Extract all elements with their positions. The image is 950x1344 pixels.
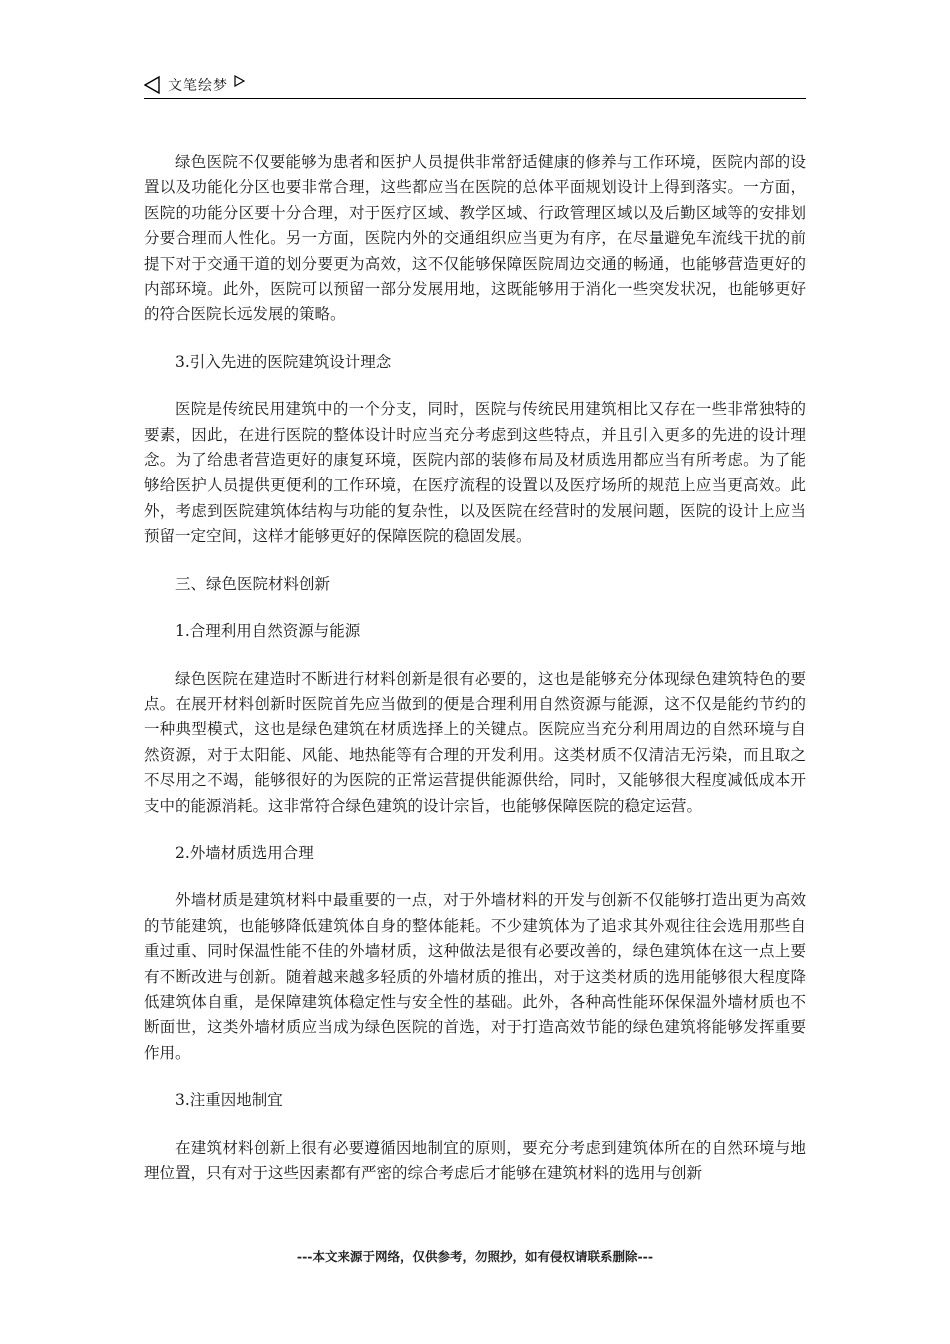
body-paragraph: 绿色医院不仅要能够为患者和医护人员提供非常舒适健康的修养与工作环境，医院内部的设置以及功能化分区也要非常合理，这些都应当在医院的总体平面规划设计上得到落实。一方面，医院的功能分区要十分合理，对于医疗区域、教学区域、行政管理区域以及后勤区域等的安排划分要合理而人性化。另一方面，医院内外的交通组织应当更为有序，在尽量避免车流线干扰的前提下对于交通干道的划分要更为高效，这不仅能够保障医院周边交通的畅通，也能够营造更好的内部环境。此外，医院可以预留一部分发展用地，这既能够用于消化一些突发状况，也能够更好的符合医院长远发展的策略。 (144, 153, 806, 324)
section-heading: 1.合理利用自然资源与能源 (175, 622, 361, 641)
section-heading: 3.引入先进的医院建筑设计理念 (175, 352, 392, 371)
body-paragraph: 在建筑材料创新上很有必要遵循因地制宜的原则，要充分考虑到建筑体所在的自然环境与地理位置，只有对于这些因素都有严密的综合考虑后才能够在建筑材料的选用与创新 (144, 1138, 806, 1182)
footer-disclaimer: ---本文来源于网络，仅供参考，勿照抄，如有侵权请联系删除--- (296, 1249, 654, 1264)
body-paragraph: 绿色医院在建造时不断进行材料创新是很有必要的，这也是能够充分体现绿色建筑特色的要点。在展开材料创新时医院首先应当做到的便是合理利用自然资源与能源，这不仅是能约节约的一种典型模式，这也是绿色建筑在材质选择上的关键点。医院应当充分利用周边的自然环境与自然资源，对于太阳能、风能、地热能等有合理的开发利用。这类材质不仅清洁无污染，而且取之不尽用之不竭，能够很好的为医院的正常运营提供能源供给，同时，又能够很大程度减低成本开支中的能源消耗。这非常符合绿色建筑的设计宗旨，也能够保障医院的稳定运营。 (144, 669, 806, 815)
section-heading: 三、绿色医院材料创新 (175, 574, 331, 593)
body-paragraph: 医院是传统民用建筑中的一个分支，同时，医院与传统民用建筑相比又存在一些非常独特的要素，因此，在进行医院的整体设计时应当充分考虑到这些特点，并且引入更多的先进的设计理念。为了给患者营造更好的康复环境，医院内部的装修布局及材质选用都应当有所考虑。为了能够给医护人员提供更便利的工作环境，在医疗流程的设置以及医疗场所的规范上应当更高效。此外，考虑到医院建筑体结构与功能的复杂性，以及医院在经营时的发展问题，医院的设计上应当预留一定空间，这样才能够更好的保障医院的稳固发展。 (144, 400, 806, 546)
section-heading: 3.注重因地制宜 (175, 1091, 283, 1110)
triangle-left-icon (144, 76, 160, 94)
triangle-right-icon (234, 75, 245, 87)
page-header (144, 70, 806, 99)
brand-name: 文笔绘梦 (168, 78, 228, 94)
body-paragraph: 外墙材质是建筑材料中最重要的一点，对于外墙材料的开发与创新不仅能够打造出更为高效的节能建筑，也能够降低建筑体自身的整体能耗。不少建筑体为了追求其外观往往会选用那些自重过重、同时保温性能不佳的外墙材质，这种做法是很有必要改善的，绿色建筑体在这一点上要有不断改进与创新。随着越来越多轻质的外墙材质的推出，对于这类材质的选用能够很大程度降低建筑体自重，是保障建筑体稳定性与安全性的基础。此外，各种高性能环保保温外墙材质也不断面世，这类外墙材质应当成为绿色医院的首选，对于打造高效节能的绿色建筑将能够发挥重要作用。 (144, 891, 806, 1062)
document-body (144, 150, 806, 1208)
section-heading: 2.外墙材质选用合理 (175, 843, 314, 862)
